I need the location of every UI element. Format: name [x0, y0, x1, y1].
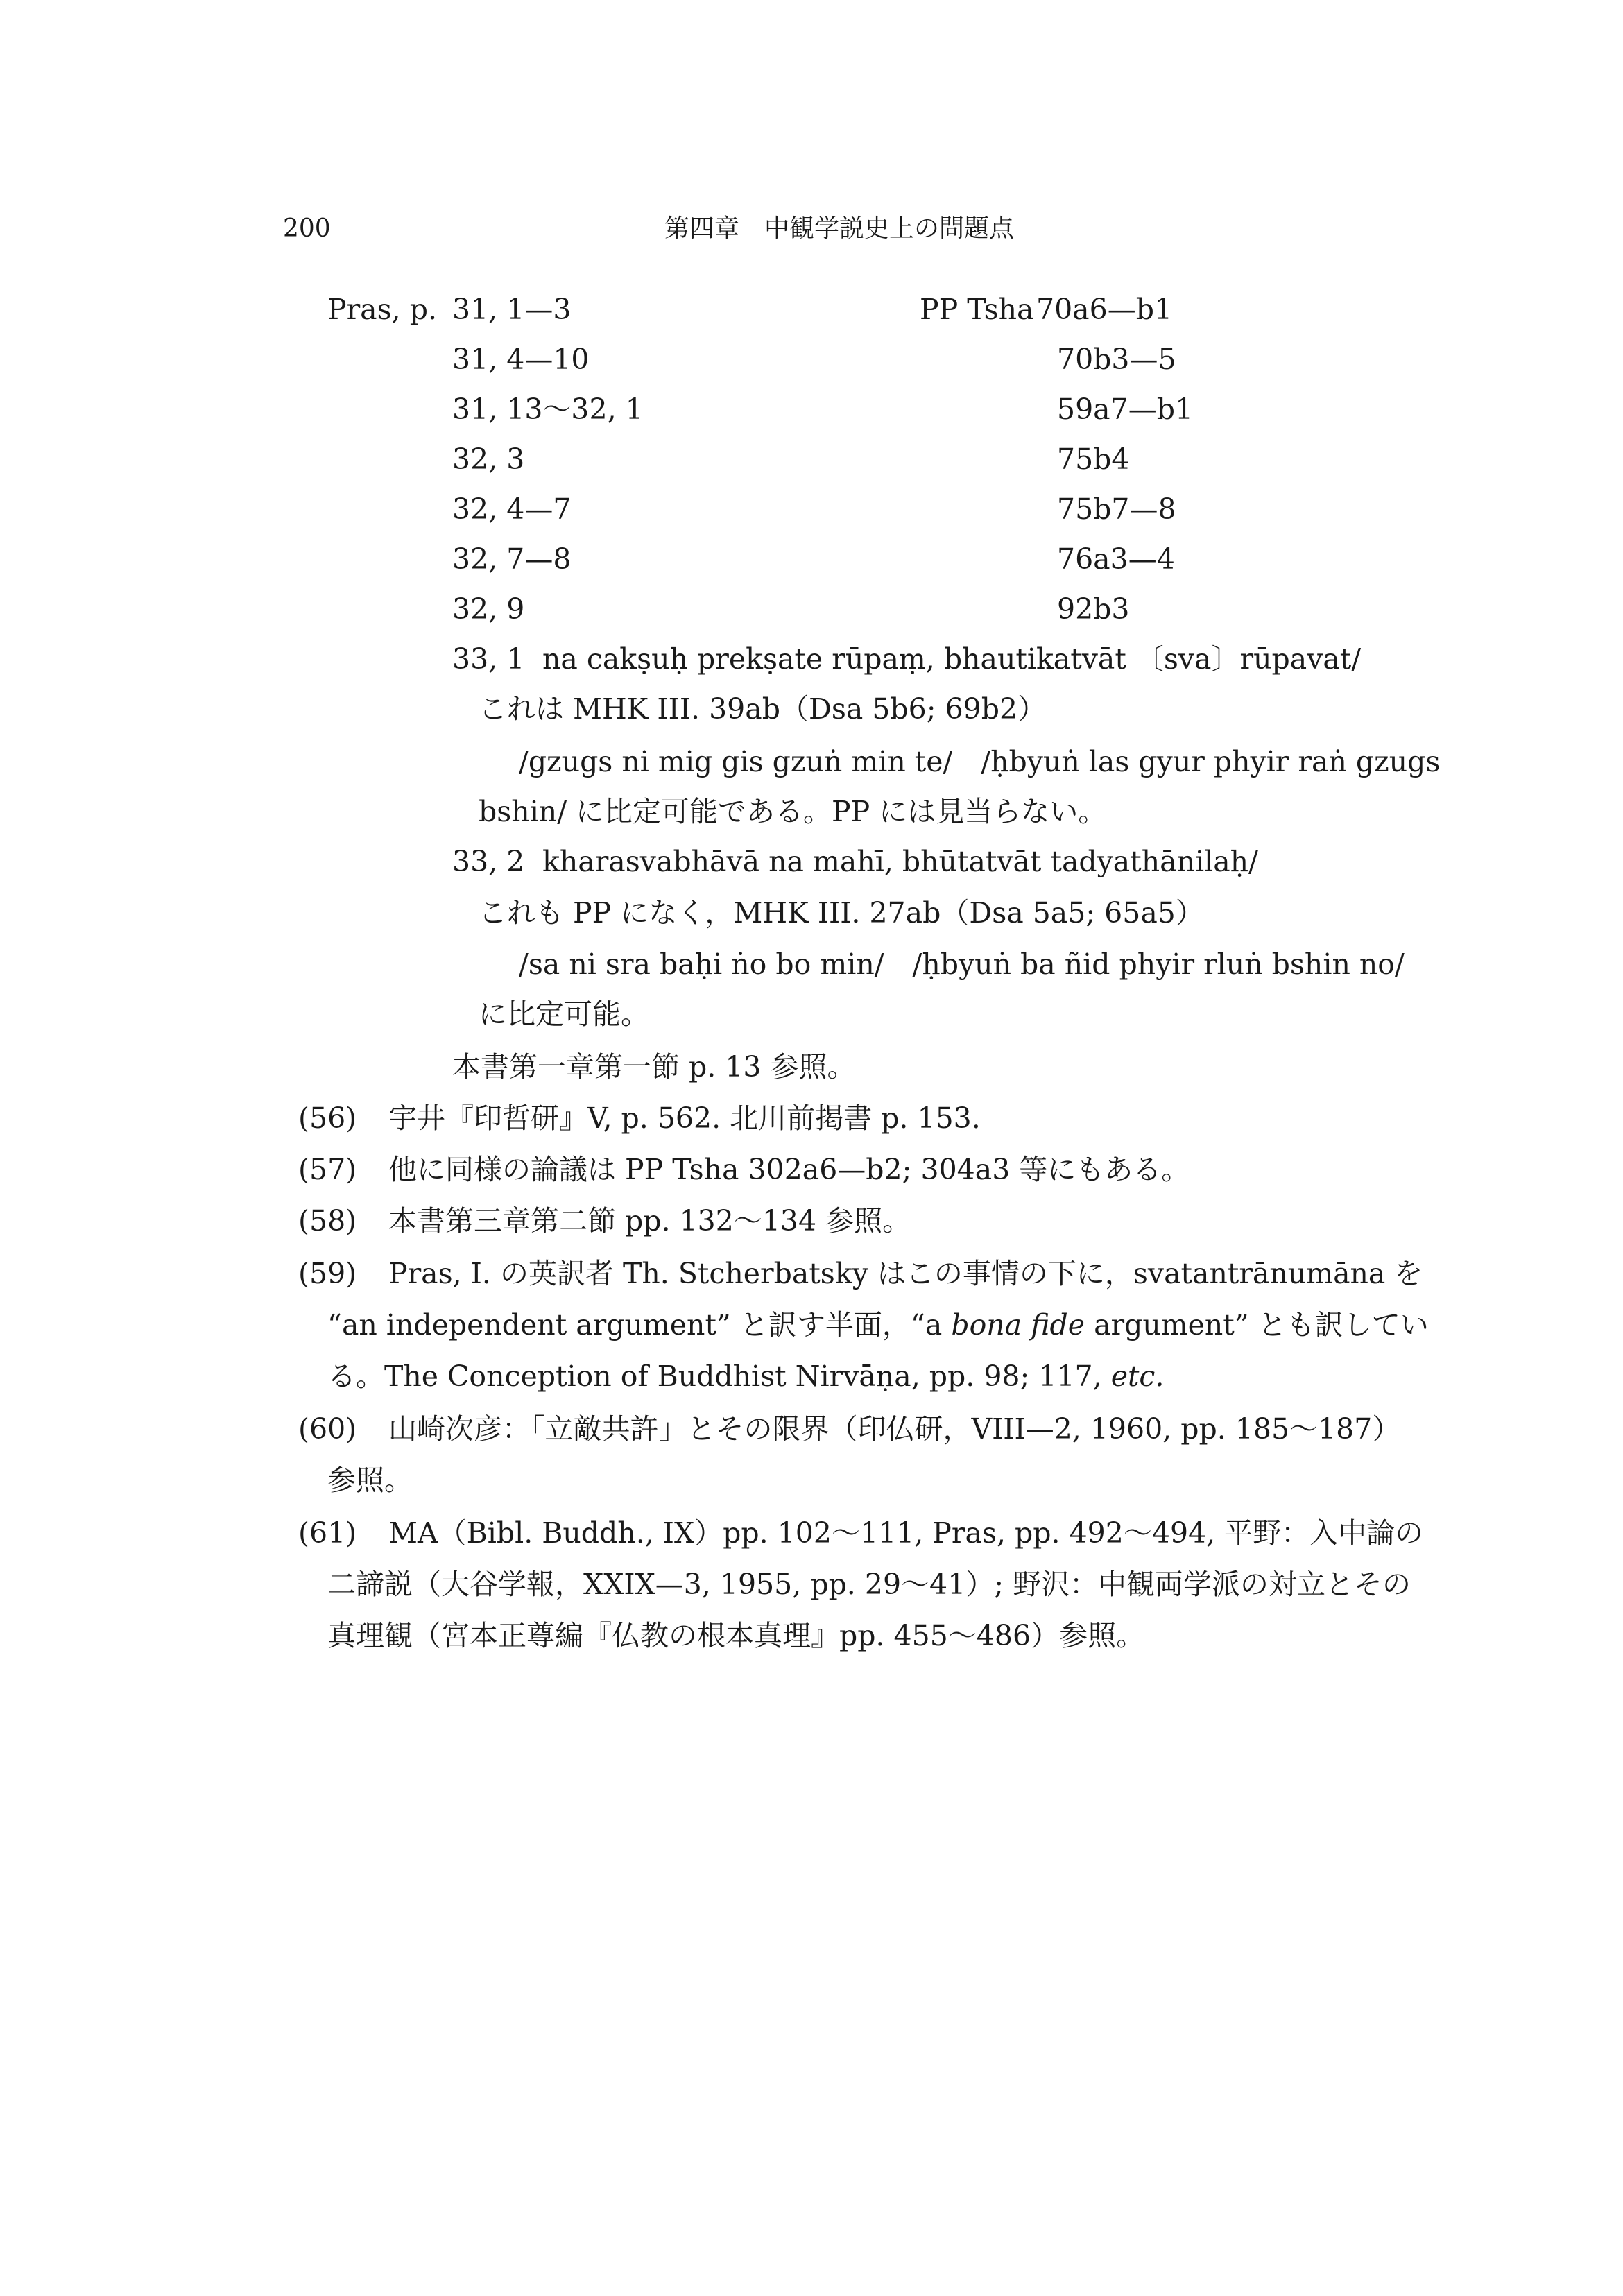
table-row-right: 92b3	[1057, 592, 1130, 626]
sanskrit-verse: na cakṣuḥ prekṣate rūpaṃ, bhautikatvāt 〔sva〕rūpavat/	[542, 642, 1362, 676]
note-text: 山崎次彦：「立敵共許」とその限界（印仏研，VIII—2, 1960, pp. 185〜187）	[388, 1412, 1401, 1446]
block-ref: 33, 1	[452, 642, 525, 676]
note-number: (61)	[298, 1516, 357, 1550]
tibetan-verse: /sa ni sra baḥi ṅo bo min/ /ḥbyuṅ ba ñid phyir rluṅ bshin no/	[519, 948, 1405, 981]
table-row-left: 31, 13〜32, 1	[452, 393, 644, 426]
table-left-prefix: Pras, p.	[327, 293, 438, 326]
table-row-left: 32, 9	[452, 592, 525, 626]
tibetan-verse: /gzugs ni mig gis gzuṅ min te/ /ḥbyuṅ las gyur phyir raṅ gzugs	[519, 745, 1441, 778]
table-row-left: 32, 7—8	[452, 542, 572, 576]
table-row-right: 70b3—5	[1057, 343, 1176, 376]
note-text	[327, 1304, 1429, 1346]
tibetan-verse-cont: bshin/ に比定可能である。PP には見当らない。	[479, 795, 1107, 828]
note-text: 真理観（宮本正尊編『仏教の根本真理』pp. 455〜486）参照。	[327, 1619, 1145, 1652]
table-row-right: 59a7—b1	[1057, 393, 1194, 426]
note-italic: bona fide	[951, 1308, 1085, 1342]
note-number: (58)	[298, 1204, 357, 1237]
block-ref: 33, 2	[452, 845, 525, 878]
table-row-right: 76a3—4	[1057, 542, 1175, 576]
note-number: (57)	[298, 1153, 357, 1186]
note-text: 参照。	[327, 1464, 413, 1497]
identification-line: これは MHK III. 39ab（Dsa 5b6; 69b2）	[479, 692, 1047, 726]
note-number: (56)	[298, 1102, 357, 1135]
table-row-right: 70a6—b1	[1036, 293, 1173, 326]
table-row-left: 31, 4—10	[452, 343, 590, 376]
note-text: 本書第三章第二節 pp. 132〜134 参照。	[388, 1204, 911, 1237]
table-row-right: 75b4	[1057, 443, 1130, 476]
note-text: 他に同様の論議は PP Tsha 302a6—b2; 304a3 等にもある。	[388, 1153, 1190, 1186]
note-text-part: “an independent argument” と訳す半面，“a	[327, 1308, 952, 1342]
table-row-left: 31, 1—3	[452, 293, 572, 326]
note-text: Pras, I. の英訳者 Th. Stcherbatsky はこの事情の下に，svatantrānumāna を	[388, 1257, 1423, 1290]
sanskrit-verse: kharasvabhāvā na mahī, bhūtatvāt tadyathānilaḥ/	[542, 845, 1258, 878]
tibetan-verse-cont: に比定可能。	[479, 997, 649, 1031]
note-text-part: argument” とも訳してい	[1085, 1308, 1429, 1342]
identification-line: これも PP になく，MHK III. 27ab（Dsa 5a5; 65a5）	[479, 896, 1204, 929]
note-text: 二諦説（大谷学報，XXIX—3, 1955, pp. 29〜41）; 野沢：中観両学派の対立とその	[327, 1568, 1411, 1601]
table-row-left: 32, 4—7	[452, 492, 572, 526]
note-text	[327, 1355, 1164, 1397]
note-italic: etc.	[1110, 1360, 1165, 1393]
note-text-part: る。The Conception of Buddhist Nirvāṇa, pp. 98; 117,	[327, 1360, 1111, 1393]
note-number: (59)	[298, 1257, 357, 1290]
table-row-left: 32, 3	[452, 443, 525, 476]
note-number: (60)	[298, 1412, 357, 1446]
table-right-prefix: PP Tsha	[920, 293, 1034, 326]
chapter-title: 第四章 中観学説史上の問題点	[664, 214, 1015, 243]
page-number: 200	[283, 214, 331, 243]
table-row-right: 75b7—8	[1057, 492, 1176, 526]
note-text: 宇井『印哲研』V, p. 562. 北川前掲書 p. 153.	[388, 1102, 981, 1135]
note-text: MA（Bibl. Buddh., IX）pp. 102〜111, Pras, pp. 492〜494, 平野：入中論の	[388, 1516, 1424, 1550]
reference-line: 本書第一章第一節 p. 13 参照。	[452, 1050, 856, 1083]
